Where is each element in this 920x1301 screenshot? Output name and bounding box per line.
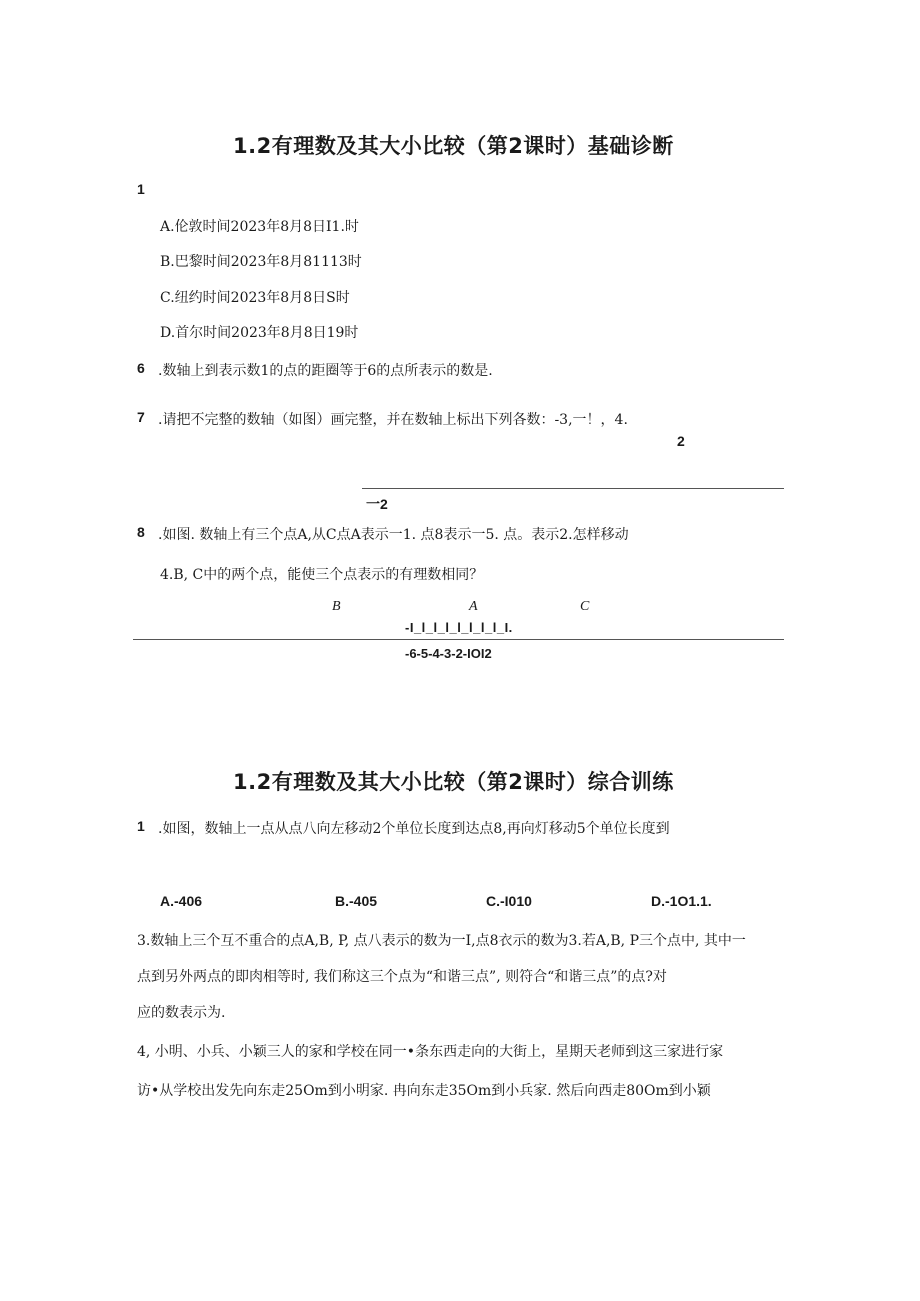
s2-question4-line1: 4, 小明、小兵、小颖三人的家和学校在同一•条东西走向的大街上，星期天老师到这三家进行家 [137,1044,724,1060]
s2-q1-option-a: A.-406 [160,893,203,909]
question8-number: 8 [137,524,145,540]
question7-text: .请把不完整的数轴（如图）画完整，并在数轴上标出下列各数：-3,一！，4. [158,412,628,428]
section1-title: 1.2有理数及其大小比较（第2课时）基础诊断 [233,134,674,158]
fraction-denominator: 2 [677,433,685,449]
number-line-numbers: -6-5-4-3-2-IOI2 [405,646,492,661]
s2-question4-line2: 访•从学校出发先向东走25Om到小明家. 冉向东走35Om到小兵家. 然后向西走80Om到小颖 [137,1083,711,1099]
number-line-ticks: -I_l_l_l_l_l_l_l_I. [405,620,513,635]
point-label-a: A [469,599,478,614]
q1-option-b: B.巴黎时间2023年8月81113时 [160,254,362,270]
q1-option-c: C.纽约时间2023年8月8日S时 [160,290,350,306]
number-line-label: 一2 [366,496,388,512]
question1-number: 1 [137,181,145,197]
s2-question3-line2: 点到另外两点的即肉相等时, 我们称这三个点为“和谐三点”, 则符合“和谐三点”的点?对 [137,969,667,985]
point-label-b: B [332,599,341,614]
s2-question1-text: .如图，数轴上一点从点八向左移动2个单位长度到达点8,再向灯移动5个单位长度到 [158,821,670,837]
question6-text: .数轴上到表示数1的点的距圈等于6的点所表示的数是. [158,363,493,379]
question8-text-line2: 4.B, C中的两个点，能使三个点表示的有理数相同？ [160,567,484,583]
s2-q1-option-c: C.-I010 [486,893,532,909]
s2-q1-option-d: D.-1O1.1. [651,893,712,909]
question6-number: 6 [137,360,145,376]
question7-number: 7 [137,409,145,425]
s2-question1-number: 1 [137,818,145,834]
question8-text: .如图. 数轴上有三个点A,从C点A表示一1. 点8表示一5. 点。表示2.怎样移动 [158,527,629,543]
s2-question3-line3: 应的数表示为. [137,1005,226,1021]
q1-option-d: D.首尔时间2023年8月8日19时 [160,325,359,341]
section2-title: 1.2有理数及其大小比较（第2课时）综合训练 [233,770,674,794]
q1-option-a: A.伦敦时间2023年8月8日I1.时 [160,219,359,235]
number-line-incomplete [362,488,784,489]
number-line [133,639,784,640]
s2-question3-line1: 3.数轴上三个互不重合的点A,B, P, 点八表示的数为一I,点8衣示的数为3.若A,B, P三个点中, 其中一 [137,933,746,949]
point-label-c: C [580,599,590,614]
s2-q1-option-b: B.-405 [335,893,378,909]
